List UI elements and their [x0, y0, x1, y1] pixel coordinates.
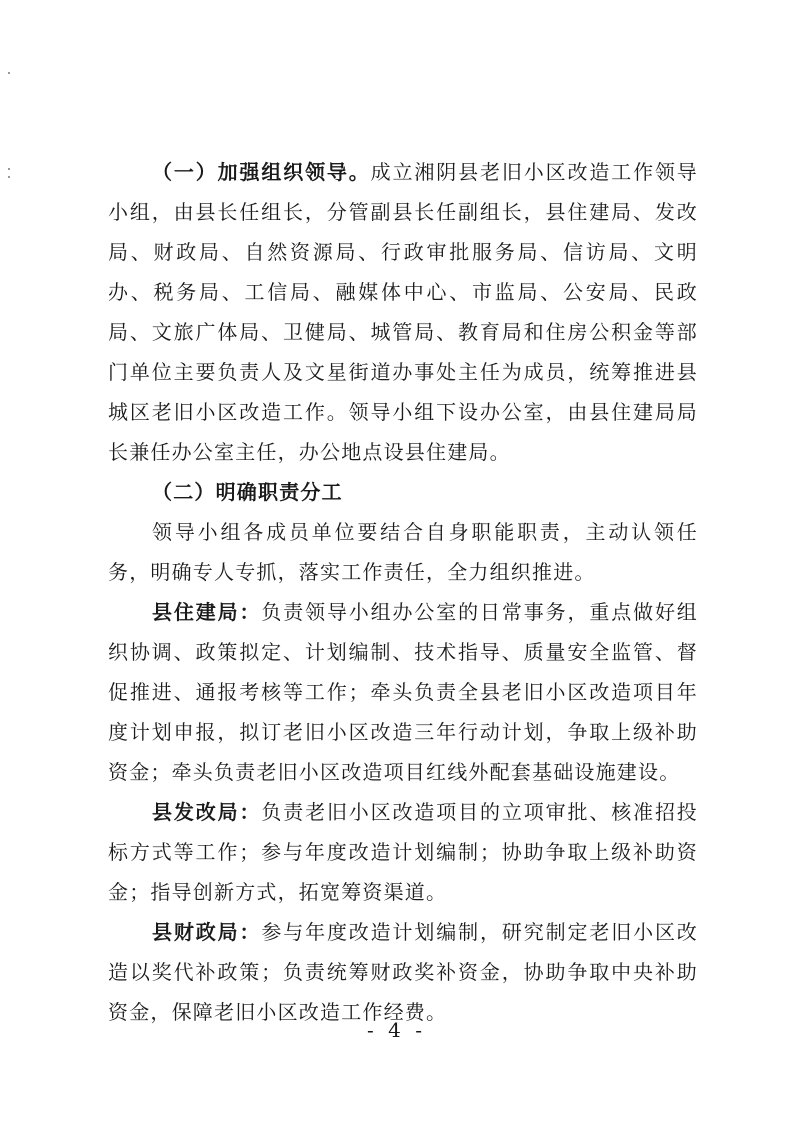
paragraph-organization-leadership [108, 152, 698, 472]
scan-margin-mark [8, 176, 10, 178]
scan-margin-mark [8, 72, 10, 74]
unit-label-development: 县发改局： [152, 800, 262, 824]
paragraph-finance-bureau [108, 912, 698, 1032]
paragraph-housing-bureau [108, 592, 698, 792]
section-heading-one: （一）加强组织领导。 [152, 160, 371, 184]
unit-label-housing: 县住建局： [152, 600, 262, 624]
paragraph-text: 成立湘阴县老旧小区改造工作领导小组，由县长任组长，分管副县长任副组长，县住建局、发改局、财政局、自然资源局、行政审批服务局、信访局、文明办、税务局、工信局、融媒体中心、市监局、公安局、民政局、文旅广体局、卫健局、城管局、教育局和住房公积金等部门单位主要负责人及文星街道办事处主任为成员，统筹推进县城区老旧小区改造工作。领导小组下设办公室，由县住建局局长兼任办公室主任，办公地点设县住建局。 [108, 160, 699, 464]
paragraph-text: 领导小组各成员单位要结合自身职能职责，主动认领任务，明确专人专抓，落实工作责任，全力组织推进。 [108, 520, 698, 584]
paragraph-development-bureau [108, 792, 698, 912]
unit-label-finance: 县财政局： [152, 920, 262, 944]
document-body [108, 152, 698, 1032]
page-number: - 4 - [367, 1018, 426, 1042]
paragraph-text: 负责领导小组办公室的日常事务，重点做好组织协调、政策拟定、计划编制、技术指导、质量安全监管、督促推进、通报考核等工作；牵头负责全县老旧小区改造项目年度计划申报，拟订老旧小区改造三年行动计划，争取上级补助资金；牵头负责老旧小区改造项目红线外配套基础设施建设。 [108, 600, 699, 784]
paragraph-member-units [108, 512, 698, 592]
scan-margin-mark [8, 168, 10, 170]
section-heading-two: （二）明确职责分工 [152, 480, 343, 504]
paragraph-responsibility-heading [108, 472, 698, 512]
paragraph-text: 负责老旧小区改造项目的立项审批、核准招投标方式等工作；参与年度改造计划编制；协助争取上级补助资金；指导创新方式，拓宽筹资渠道。 [108, 800, 699, 904]
paragraph-text: 参与年度改造计划编制，研究制定老旧小区改造以奖代补政策；负责统筹财政奖补资金，协助争取中央补助资金，保障老旧小区改造工作经费。 [108, 920, 699, 1024]
